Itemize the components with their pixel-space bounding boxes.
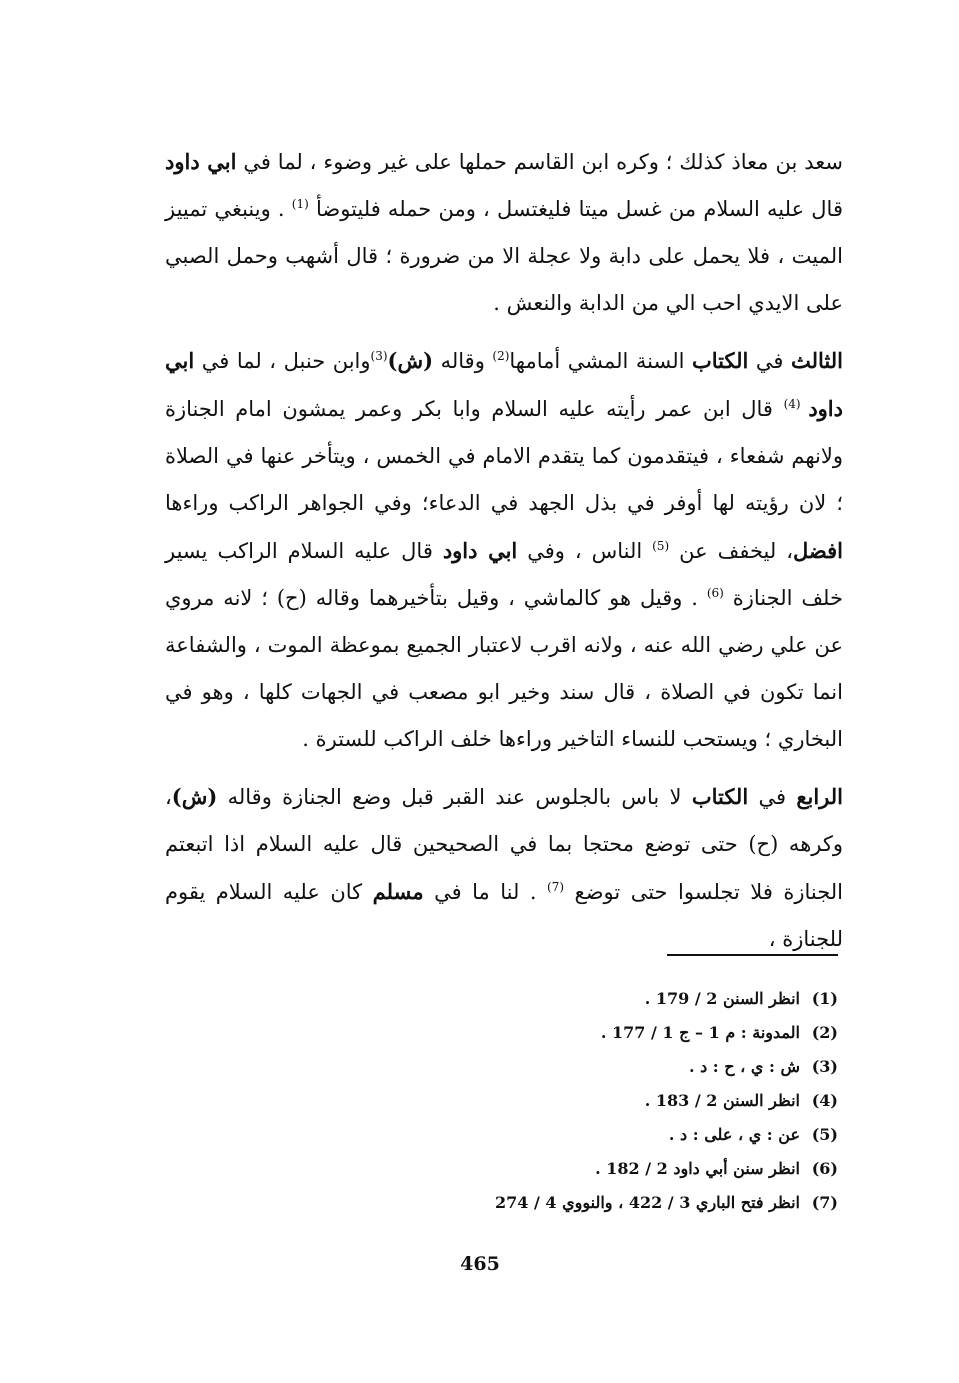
footnote-number: (4) xyxy=(811,1091,838,1110)
text-run: قال عليه السلام من غسل ميتا فليغتسل ، ومن حمله فليتوضأ xyxy=(308,197,843,221)
bold-term: افضل xyxy=(792,538,843,563)
bold-term: (ش) xyxy=(171,784,218,809)
text-run: ، وكرهه (ح) حتى توضع محتجا بما في الصحيحين قال عليه السلام اذا اتبعتم الجنازة فلا تجلسوا حتى توضع xyxy=(165,785,844,904)
text-run: سعد بن معاذ كذلك ؛ وكره ابن القاسم حملها على غير وضوء ، لما في xyxy=(236,150,843,174)
footnote-text: انظر فتح الباري 3 / 422 ، والنووي 4 / 274 xyxy=(495,1193,800,1212)
text-run: الناس ، وفي xyxy=(517,539,653,563)
footnote-ref: (3) xyxy=(370,349,388,363)
footnote-text: انظر السنن 2 / 179 . xyxy=(644,989,800,1008)
text-run: في xyxy=(748,349,791,373)
text-run: ، ليخفف عن xyxy=(669,539,793,563)
bold-term: ابي داود xyxy=(442,538,518,563)
footnote-ref: (2) xyxy=(492,349,510,363)
paragraph-3 xyxy=(165,773,843,963)
footnote-number: (3) xyxy=(811,1057,838,1076)
footnote-item xyxy=(360,982,838,1016)
text-run: لا باس بالجلوس عند القبر قبل وضع الجنازة وقاله xyxy=(217,785,692,809)
footnote-text: انظر سنن أبي داود 2 / 182 . xyxy=(595,1159,800,1178)
main-text xyxy=(165,138,843,973)
text-run: في xyxy=(748,785,797,809)
bold-term: ابي داود xyxy=(165,348,843,421)
bold-term: مسلم xyxy=(372,879,424,904)
footnote-number: (7) xyxy=(811,1193,838,1212)
paragraph-1 xyxy=(165,138,843,327)
text-run: قال ابن عمر رأيته عليه السلام وابا بكر وعمر يمشون امام الجنازة ولانهم شفعاء ، فيتقدمون كما يتقدم الامام في الخمس ، ويتأخر عنها في الصلاة ؛ لان رؤيته لها أوفر في بذل الجهد في الدعاء؛ وفي الجواهر الراكب وراءها xyxy=(165,397,843,515)
footnote-number: (2) xyxy=(811,1023,838,1042)
bold-term: الكتاب xyxy=(692,348,749,373)
text-run: . لنا ما في xyxy=(423,880,548,904)
footnote-item xyxy=(360,1016,838,1050)
page-number: 465 xyxy=(460,1253,500,1275)
footnote-item xyxy=(360,1084,838,1118)
text-run: كان عليه السلام يقوم للجنازة ، xyxy=(165,880,843,951)
footnote-number: (1) xyxy=(811,989,838,1008)
footnote-divider xyxy=(667,954,838,956)
footnote-ref: (6) xyxy=(706,586,724,600)
text-run: قال عليه السلام الراكب يسير خلف الجنازة xyxy=(165,539,843,610)
text-run: وقاله xyxy=(433,349,493,373)
paragraph-2 xyxy=(165,337,843,763)
bold-term: الرابع xyxy=(796,784,843,809)
footnote-item xyxy=(360,1118,838,1152)
text-run: . وينبغي تمييز الميت ، فلا يحمل على دابة ولا عجلة الا من ضرورة ؛ قال أشهب وحمل الصبي على الايدي احب الي من الدابة والنعش . xyxy=(165,197,843,315)
footnote-number: (6) xyxy=(811,1159,838,1178)
bold-term: الكتاب xyxy=(691,784,749,809)
footnote-number: (5) xyxy=(811,1125,838,1144)
footnote-item xyxy=(360,1050,838,1084)
footnote-ref: (7) xyxy=(547,880,565,894)
footnote-ref: (4) xyxy=(783,397,809,411)
footnote-ref: (1) xyxy=(291,197,309,211)
footnotes-list xyxy=(360,982,838,1220)
footnote-text: المدونة : م 1 – ج 1 / 177 . xyxy=(600,1023,800,1042)
footnote-item xyxy=(360,1152,838,1186)
bold-term: (ش) xyxy=(387,348,434,373)
text-run: . وقيل هو كالماشي ، وقيل بتأخيرهما وقاله (ح) ؛ لانه مروي عن علي رضي الله عنه ، ولانه اقرب لاعتبار الجميع بموعظة الموت ، والشفاعة انما تكون في الصلاة ، قال سند وخير ابو مصعب في الجهات كلها ، وهو في البخاري ؛ ويستحب للنساء التاخير وراءها خلف الراكب للسترة . xyxy=(165,586,843,751)
footnote-text: انظر السنن 2 / 183 . xyxy=(644,1091,800,1110)
footnote-ref: (5) xyxy=(652,539,670,553)
footnote-item xyxy=(360,1186,838,1220)
text-run: السنة المشي أمامها xyxy=(509,349,693,373)
bold-term: الثالث xyxy=(791,348,843,373)
bold-term: ابي داود xyxy=(165,149,237,174)
footnote-text: عن : ي ، على : د . xyxy=(668,1125,800,1144)
text-run: وابن حنبل ، لما في xyxy=(194,349,371,373)
footnote-text: ش : ي ، ح : د . xyxy=(688,1057,800,1076)
